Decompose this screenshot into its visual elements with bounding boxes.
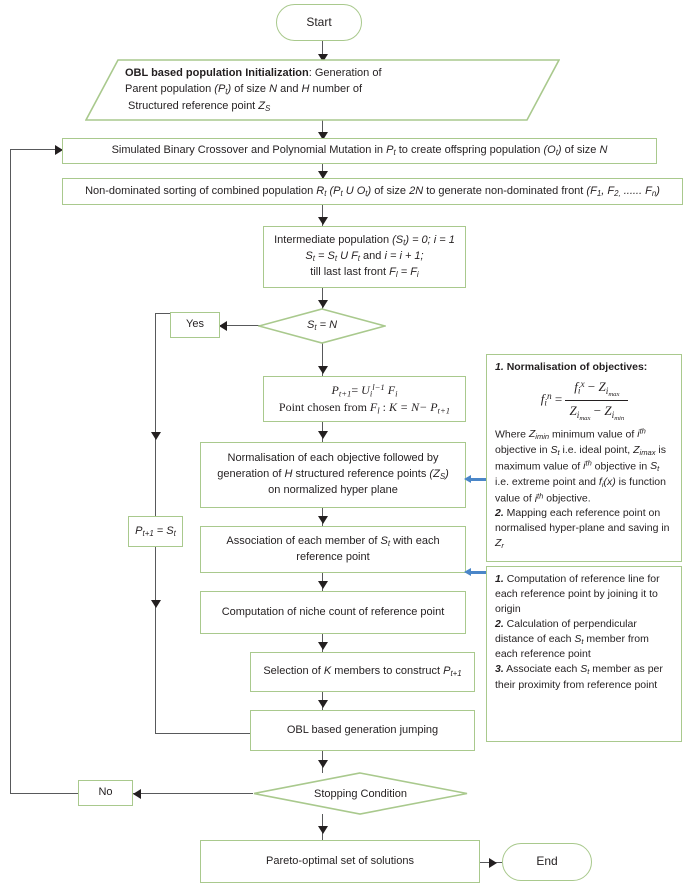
arrowhead-yes-to-ptassign: [151, 432, 161, 440]
note-normalisation-details[interactable]: [486, 354, 682, 562]
pt-formula-text: $P_{t+1}= U_i^{l-1}$ $F_i$ Point chosen from $F_l$ : $K = N- P_{t+1}$: [278, 381, 451, 416]
node-pareto[interactable]: [200, 840, 480, 883]
association-text: Association of each member of $S_t$ with each reference point: [226, 534, 440, 563]
note2-item2: 2. Calculation of perpendicular distance of each $S_t$ member from each reference point: [495, 617, 649, 661]
node-end[interactable]: [502, 843, 592, 881]
node-crossover[interactable]: [62, 138, 657, 164]
connector-no-to-loop: [10, 793, 78, 794]
normalisation-text: Normalisation of each objective followed by generation of H structured reference points $(Z_S)$ on normalized hyper plane: [217, 452, 449, 496]
note1-formula: $f_i^n$ = $\frac{f_i^x - Z_{i_{max}}}{Z_{i_{max}} - Z_{i_{min}}}$: [495, 378, 674, 423]
connector-yes-vertical: [155, 313, 156, 516]
pareto-text: Pareto-optimal set of solutions: [266, 854, 414, 867]
note1-connector-arrow: [464, 475, 471, 483]
init-line2: Parent population $(P_t)$ of size N and H number of: [125, 83, 363, 97]
obl-jumping-text: OBL based generation jumping: [286, 723, 439, 736]
node-decision-st-equals-n[interactable]: [258, 308, 386, 344]
arrowhead-stopping-to-no: [133, 789, 141, 799]
node-no-label[interactable]: [78, 780, 133, 806]
node-selection[interactable]: [250, 652, 475, 692]
node-initialization-text: [85, 59, 560, 121]
node-start-label: Start: [306, 14, 332, 29]
node-sorting[interactable]: [62, 178, 683, 205]
note2-item3-num: 3.: [495, 663, 504, 676]
no-label-text: No: [98, 786, 113, 799]
node-sorting-text: Non-dominated sorting of combined population $R_t$ ($P_t$ U $O_t$) of size 2N to generate non-dominated front ($F_1$, $F_{2,}$ ...... $F_n$): [85, 184, 660, 198]
node-pt-assign[interactable]: [128, 516, 183, 547]
note1-item1: [495, 360, 674, 375]
node-intermediate[interactable]: [263, 226, 466, 288]
note2-item1-num: 1.: [495, 573, 504, 585]
node-yes-label[interactable]: [170, 312, 220, 338]
node-niche-count[interactable]: [200, 591, 466, 634]
niche-count-text: Computation of niche count of reference point: [221, 605, 445, 618]
node-end-label: End: [536, 854, 558, 869]
node-decision-text: $S_t = N$: [306, 319, 338, 333]
arrowhead-intermediate-to-decision: [318, 300, 328, 308]
note1-fraction: $\frac{f_i^x - Z_{i_{max}}}{Z_{i_{max}} - Z_{i_{min}}}$: [565, 378, 628, 423]
node-start[interactable]: [276, 4, 362, 41]
node-crossover-text: Simulated Binary Crossover and Polynomial Mutation in $P_t$ to create offspring population $(O_t)$ of size N: [111, 144, 608, 158]
connector-stopping-to-no: [133, 793, 253, 794]
arrowhead-normalisation-to-association: [318, 516, 328, 524]
note1-item1-title: Normalisation of objectives:: [506, 361, 648, 373]
note1-body: Where $Z_{imin}$ minimum value of $i^{th}$ objective in $S_t$ i.e. ideal point, $Z_{imax}$ is maximum value of $i^{th}$ objective in $S_t$ i.e. extreme point and $f_i(x)$ is function value of $i^{th}$ objective.: [495, 427, 666, 505]
note2-connector-arrow: [464, 568, 471, 576]
node-pt-formula[interactable]: [263, 376, 466, 422]
init-line3: Structured reference point $Z_S$: [125, 100, 271, 114]
note2-item1: [495, 572, 674, 617]
arrowhead-stopping-to-pareto: [318, 826, 328, 834]
node-normalisation[interactable]: [200, 442, 466, 508]
yes-label-text: Yes: [186, 318, 204, 331]
arrowhead-selection-to-obl: [318, 700, 328, 708]
note2-item1-text: Computation of reference line for each reference point by joining it to origin: [495, 573, 660, 615]
init-line1-rest: : Generation of: [308, 66, 382, 79]
connector-to-obl-jump: [155, 733, 250, 734]
connector-yes-left-stub: [155, 313, 170, 314]
connector-ptassign-vertical: [155, 547, 156, 734]
pt-assign-text: $P_{t+1} = S_t$: [135, 524, 176, 538]
arrowhead-ptassign-down: [151, 600, 161, 608]
note-reference-line-details[interactable]: [486, 566, 682, 742]
arrowhead-decision-to-yes: [219, 321, 227, 331]
note1-item2-num: 2.: [495, 507, 504, 520]
node-association[interactable]: [200, 526, 466, 573]
note2-item2-num: 2.: [495, 617, 504, 630]
arrowhead-sorting-to-intermediate: [318, 217, 328, 225]
node-stopping-condition[interactable]: [253, 772, 468, 815]
arrowhead-association-to-niche: [318, 581, 328, 589]
arrowhead-pareto-to-end: [489, 858, 497, 868]
node-intermediate-text: Intermediate population $(S_t) = 0$; i = 1 $S_t = S_t$ U $F_t$ and i = i + 1; till last last front $F_l = F_i$: [274, 234, 455, 280]
node-initialization[interactable]: [85, 59, 560, 121]
note2-item3: 3. Associate each $S_t$ member as per their proximity from reference point: [495, 663, 663, 692]
note1-item1-num: 1.: [495, 361, 504, 373]
connector-loop-vertical: [10, 149, 11, 794]
selection-text: Selection of K members to construct $P_{t+1}$: [263, 665, 462, 679]
init-line1-bold: OBL based population Initialization: [125, 66, 309, 79]
arrowhead-formula-to-normalisation: [318, 431, 328, 439]
note1-item2: 2. Mapping each reference point on normalised hyper-plane and saving in $Z_r$: [495, 507, 670, 551]
arrowhead-niche-to-selection: [318, 642, 328, 650]
node-obl-jumping[interactable]: [250, 710, 475, 751]
stopping-condition-text: Stopping Condition: [314, 787, 407, 800]
arrowhead-decision-to-formula: [318, 366, 328, 374]
arrowhead-obl-to-stopping: [318, 760, 328, 768]
